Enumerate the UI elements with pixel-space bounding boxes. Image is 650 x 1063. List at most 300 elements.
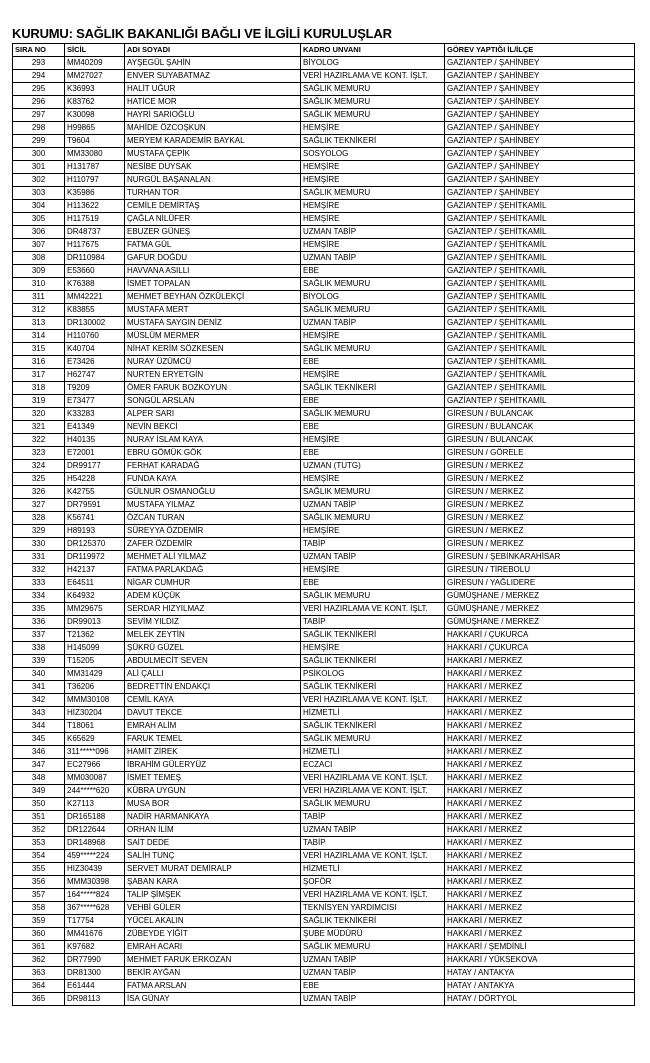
sicil-cell: E41349 [65, 421, 125, 434]
sicil-cell: H99865 [65, 122, 125, 135]
gorev-yeri-cell: GİRESUN / YAĞLIDERE [445, 577, 635, 590]
adi-soyadi-cell: ŞABAN KARA [125, 876, 301, 889]
kadro-unvani-cell: SAĞLIK MEMURU [301, 278, 445, 291]
table-row [13, 642, 635, 655]
gorev-yeri-cell: HAKKARİ / MERKEZ [445, 850, 635, 863]
sicil-cell: DR99013 [65, 616, 125, 629]
table-row [13, 161, 635, 174]
kadro-unvani-cell: SAĞLIK MEMURU [301, 798, 445, 811]
sicil-cell: DR165188 [65, 811, 125, 824]
adi-soyadi-cell: İBRAHİM GÜLERYÜZ [125, 759, 301, 772]
sira-no-cell: 330 [13, 538, 65, 551]
gorev-yeri-cell: HAKKARİ / MERKEZ [445, 772, 635, 785]
table-row [13, 525, 635, 538]
sira-no-cell: 308 [13, 252, 65, 265]
table-row [13, 447, 635, 460]
kadro-unvani-cell: EBE [301, 356, 445, 369]
kadro-unvani-cell: EBE [301, 265, 445, 278]
kadro-unvani-cell: VERİ HAZIRLAMA VE KONT. İŞLT. [301, 70, 445, 83]
sicil-cell: E61444 [65, 980, 125, 993]
table-row [13, 759, 635, 772]
kadro-unvani-cell: UZMAN TABİP [301, 317, 445, 330]
table-row [13, 954, 635, 967]
sicil-cell: DR77990 [65, 954, 125, 967]
table-row [13, 629, 635, 642]
sira-no-cell: 356 [13, 876, 65, 889]
sicil-cell: DR110984 [65, 252, 125, 265]
sira-no-cell: 311 [13, 291, 65, 304]
gorev-yeri-cell: GÜMÜŞHANE / MERKEZ [445, 603, 635, 616]
kadro-unvani-cell: UZMAN (TUTG) [301, 460, 445, 473]
gorev-yeri-cell: HAKKARİ / MERKEZ [445, 655, 635, 668]
adi-soyadi-cell: GÜLNUR OSMANOĞLU [125, 486, 301, 499]
table-row [13, 317, 635, 330]
gorev-yeri-cell: GAZİANTEP / ŞEHİTKAMİL [445, 265, 635, 278]
gorev-yeri-cell: HAKKARİ / MERKEZ [445, 668, 635, 681]
kadro-unvani-cell: UZMAN TABİP [301, 993, 445, 1006]
sira-no-cell: 329 [13, 525, 65, 538]
adi-soyadi-cell: EBUZER GÜNEŞ [125, 226, 301, 239]
gorev-yeri-cell: GAZİANTEP / ŞEHİTKAMİL [445, 213, 635, 226]
sira-no-cell: 347 [13, 759, 65, 772]
kadro-unvani-cell: TABİP [301, 837, 445, 850]
gorev-yeri-cell: HATAY / ANTAKYA [445, 967, 635, 980]
table-row [13, 928, 635, 941]
sicil-cell: T17754 [65, 915, 125, 928]
sicil-cell: 459*****224 [65, 850, 125, 863]
sicil-cell: MM29675 [65, 603, 125, 616]
sira-no-cell: 323 [13, 447, 65, 460]
gorev-yeri-cell: GAZİANTEP / ŞAHİNBEY [445, 161, 635, 174]
sira-no-cell: 316 [13, 356, 65, 369]
adi-soyadi-cell: ÖMER FARUK BOZKOYUN [125, 382, 301, 395]
gorev-yeri-cell: GİRESUN / TİREBOLU [445, 564, 635, 577]
table-row [13, 265, 635, 278]
sira-no-cell: 348 [13, 772, 65, 785]
gorev-yeri-cell: HAKKARİ / MERKEZ [445, 928, 635, 941]
sicil-cell: H113622 [65, 200, 125, 213]
kadro-unvani-cell: SAĞLIK TEKNİKERİ [301, 629, 445, 642]
sicil-cell: K27113 [65, 798, 125, 811]
adi-soyadi-cell: NURAY İSLAM KAYA [125, 434, 301, 447]
header-sicil: SİCİL [65, 44, 125, 57]
gorev-yeri-cell: HAKKARİ / MERKEZ [445, 733, 635, 746]
adi-soyadi-cell: MUSTAFA SAYGIN DENİZ [125, 317, 301, 330]
sicil-cell: DR98113 [65, 993, 125, 1006]
sira-no-cell: 344 [13, 720, 65, 733]
sira-no-cell: 362 [13, 954, 65, 967]
adi-soyadi-cell: MUSA BOR [125, 798, 301, 811]
table-row [13, 707, 635, 720]
table-row [13, 694, 635, 707]
adi-soyadi-cell: HAMİT ZİREK [125, 746, 301, 759]
sira-no-cell: 345 [13, 733, 65, 746]
kadro-unvani-cell: UZMAN TABİP [301, 824, 445, 837]
sicil-cell: E72001 [65, 447, 125, 460]
adi-soyadi-cell: VEHBİ GÜLER [125, 902, 301, 915]
kadro-unvani-cell: EBE [301, 395, 445, 408]
table-row [13, 811, 635, 824]
gorev-yeri-cell: GAZİANTEP / ŞEHİTKAMİL [445, 369, 635, 382]
kadro-unvani-cell: HİZMETLİ [301, 863, 445, 876]
sira-no-cell: 363 [13, 967, 65, 980]
kadro-unvani-cell: UZMAN TABİP [301, 551, 445, 564]
kadro-unvani-cell: HEMŞİRE [301, 239, 445, 252]
gorev-yeri-cell: GİRESUN / MERKEZ [445, 473, 635, 486]
table-row [13, 343, 635, 356]
sicil-cell: H117519 [65, 213, 125, 226]
sira-no-cell: 350 [13, 798, 65, 811]
adi-soyadi-cell: CEMİL KAYA [125, 694, 301, 707]
table-row [13, 473, 635, 486]
sira-no-cell: 296 [13, 96, 65, 109]
sira-no-cell: 310 [13, 278, 65, 291]
kadro-unvani-cell: SAĞLIK TEKNİKERİ [301, 915, 445, 928]
table-row [13, 135, 635, 148]
adi-soyadi-cell: SONGÜL ARSLAN [125, 395, 301, 408]
gorev-yeri-cell: GİRESUN / BULANCAK [445, 408, 635, 421]
sicil-cell: H145099 [65, 642, 125, 655]
kadro-unvani-cell: ŞUBE MÜDÜRÜ [301, 928, 445, 941]
sicil-cell: K83855 [65, 304, 125, 317]
gorev-yeri-cell: GAZİANTEP / ŞAHİNBEY [445, 174, 635, 187]
gorev-yeri-cell: HATAY / ANTAKYA [445, 980, 635, 993]
adi-soyadi-cell: ÖZCAN TURAN [125, 512, 301, 525]
table-row [13, 746, 635, 759]
gorev-yeri-cell: GAZİANTEP / ŞEHİTKAMİL [445, 304, 635, 317]
kadro-unvani-cell: EBE [301, 980, 445, 993]
table-body [13, 57, 635, 1006]
adi-soyadi-cell: ZÜBEYDE YİĞİT [125, 928, 301, 941]
kadro-unvani-cell: EBE [301, 577, 445, 590]
kadro-unvani-cell: SAĞLIK MEMURU [301, 83, 445, 96]
table-row [13, 83, 635, 96]
sira-no-cell: 307 [13, 239, 65, 252]
sira-no-cell: 325 [13, 473, 65, 486]
table-row [13, 330, 635, 343]
kadro-unvani-cell: HEMŞİRE [301, 122, 445, 135]
kadro-unvani-cell: HİZMETLİ [301, 746, 445, 759]
kadro-unvani-cell: HEMŞİRE [301, 213, 445, 226]
kadro-unvani-cell: SAĞLIK MEMURU [301, 187, 445, 200]
kadro-unvani-cell: SAĞLIK MEMURU [301, 733, 445, 746]
sira-no-cell: 351 [13, 811, 65, 824]
table-row [13, 889, 635, 902]
adi-soyadi-cell: MERYEM KARADEMİR BAYKAL [125, 135, 301, 148]
kadro-unvani-cell: UZMAN TABİP [301, 967, 445, 980]
sicil-cell: K33283 [65, 408, 125, 421]
kadro-unvani-cell: UZMAN TABİP [301, 252, 445, 265]
gorev-yeri-cell: GİRESUN / MERKEZ [445, 460, 635, 473]
kadro-unvani-cell: TABİP [301, 538, 445, 551]
adi-soyadi-cell: KÜBRA UYGUN [125, 785, 301, 798]
adi-soyadi-cell: SERDAR HIZYILMAZ [125, 603, 301, 616]
adi-soyadi-cell: İSMET TEMEŞ [125, 772, 301, 785]
sicil-cell: EC27966 [65, 759, 125, 772]
sira-no-cell: 364 [13, 980, 65, 993]
gorev-yeri-cell: GAZİANTEP / ŞAHİNBEY [445, 122, 635, 135]
adi-soyadi-cell: MEHMET ALİ YILMAZ [125, 551, 301, 564]
sira-no-cell: 335 [13, 603, 65, 616]
kadro-unvani-cell: TEKNİSYEN YARDIMCISI [301, 902, 445, 915]
adi-soyadi-cell: SAİT DEDE [125, 837, 301, 850]
sicil-cell: T18061 [65, 720, 125, 733]
gorev-yeri-cell: GİRESUN / BULANCAK [445, 421, 635, 434]
adi-soyadi-cell: İSA GÜNAY [125, 993, 301, 1006]
table-row [13, 512, 635, 525]
table-row [13, 902, 635, 915]
gorev-yeri-cell: GAZİANTEP / ŞEHİTKAMİL [445, 330, 635, 343]
table-row [13, 772, 635, 785]
gorev-yeri-cell: HAKKARİ / MERKEZ [445, 863, 635, 876]
kadro-unvani-cell: HİZMETLİ [301, 707, 445, 720]
sicil-cell: K64932 [65, 590, 125, 603]
adi-soyadi-cell: DAVUT TEKCE [125, 707, 301, 720]
gorev-yeri-cell: GAZİANTEP / ŞAHİNBEY [445, 83, 635, 96]
table-row [13, 993, 635, 1006]
kadro-unvani-cell: VERİ HAZIRLAMA VE KONT. İŞLT. [301, 694, 445, 707]
table-row [13, 538, 635, 551]
sicil-cell: 367*****628 [65, 902, 125, 915]
gorev-yeri-cell: HAKKARİ / MERKEZ [445, 798, 635, 811]
sicil-cell: DR148968 [65, 837, 125, 850]
sira-no-cell: 326 [13, 486, 65, 499]
table-row [13, 226, 635, 239]
table-row [13, 616, 635, 629]
sira-no-cell: 340 [13, 668, 65, 681]
kadro-unvani-cell: SAĞLIK TEKNİKERİ [301, 681, 445, 694]
adi-soyadi-cell: NURGÜL BAŞANALAN [125, 174, 301, 187]
table-row [13, 980, 635, 993]
gorev-yeri-cell: HAKKARİ / ÇUKURCA [445, 629, 635, 642]
sira-no-cell: 304 [13, 200, 65, 213]
sicil-cell: E64511 [65, 577, 125, 590]
sicil-cell: K36993 [65, 83, 125, 96]
kadro-unvani-cell: SAĞLIK TEKNİKERİ [301, 135, 445, 148]
sira-no-cell: 301 [13, 161, 65, 174]
table-row [13, 70, 635, 83]
table-row [13, 551, 635, 564]
sira-no-cell: 337 [13, 629, 65, 642]
sicil-cell: H42137 [65, 564, 125, 577]
adi-soyadi-cell: FATMA PARLAKDAĞ [125, 564, 301, 577]
table-row [13, 252, 635, 265]
gorev-yeri-cell: HAKKARİ / MERKEZ [445, 785, 635, 798]
table-row [13, 798, 635, 811]
sicil-cell: MM42221 [65, 291, 125, 304]
adi-soyadi-cell: İSMET TOPALAN [125, 278, 301, 291]
gorev-yeri-cell: GAZİANTEP / ŞEHİTKAMİL [445, 278, 635, 291]
table-row [13, 356, 635, 369]
adi-soyadi-cell: ZAFER ÖZDEMİR [125, 538, 301, 551]
adi-soyadi-cell: NURAY ÜZÜMCÜ [125, 356, 301, 369]
sicil-cell: K42755 [65, 486, 125, 499]
sira-no-cell: 305 [13, 213, 65, 226]
table-row [13, 291, 635, 304]
gorev-yeri-cell: GAZİANTEP / ŞAHİNBEY [445, 57, 635, 70]
table-row [13, 590, 635, 603]
adi-soyadi-cell: HAVVANA ASILLI [125, 265, 301, 278]
table-row [13, 187, 635, 200]
kadro-unvani-cell: HEMŞİRE [301, 434, 445, 447]
kadro-unvani-cell: HEMŞİRE [301, 200, 445, 213]
adi-soyadi-cell: NEVİN BEKCİ [125, 421, 301, 434]
sira-no-cell: 299 [13, 135, 65, 148]
adi-soyadi-cell: HATİCE MOR [125, 96, 301, 109]
adi-soyadi-cell: AYŞEGÜL ŞAHİN [125, 57, 301, 70]
sira-no-cell: 352 [13, 824, 65, 837]
gorev-yeri-cell: GAZİANTEP / ŞEHİTKAMİL [445, 239, 635, 252]
sira-no-cell: 354 [13, 850, 65, 863]
gorev-yeri-cell: HAKKARİ / MERKEZ [445, 889, 635, 902]
sicil-cell: T9209 [65, 382, 125, 395]
kadro-unvani-cell: VERİ HAZIRLAMA VE KONT. İŞLT. [301, 772, 445, 785]
gorev-yeri-cell: GİRESUN / ŞEBİNKARAHİSAR [445, 551, 635, 564]
sira-no-cell: 324 [13, 460, 65, 473]
gorev-yeri-cell: GİRESUN / MERKEZ [445, 538, 635, 551]
table-row [13, 369, 635, 382]
adi-soyadi-cell: ORHAN İLİM [125, 824, 301, 837]
sicil-cell: DR125370 [65, 538, 125, 551]
sira-no-cell: 343 [13, 707, 65, 720]
sicil-cell: MMM30108 [65, 694, 125, 707]
adi-soyadi-cell: EMRAH ALİM [125, 720, 301, 733]
kadro-unvani-cell: UZMAN TABİP [301, 499, 445, 512]
sira-no-cell: 313 [13, 317, 65, 330]
sira-no-cell: 361 [13, 941, 65, 954]
table-row [13, 850, 635, 863]
table-row [13, 603, 635, 616]
kadro-unvani-cell: SAĞLIK MEMURU [301, 590, 445, 603]
gorev-yeri-cell: HAKKARİ / YÜKSEKOVA [445, 954, 635, 967]
sicil-cell: E73477 [65, 395, 125, 408]
adi-soyadi-cell: CEMİLE DEMİRTAŞ [125, 200, 301, 213]
table-row [13, 681, 635, 694]
sira-no-cell: 336 [13, 616, 65, 629]
sira-no-cell: 303 [13, 187, 65, 200]
kadro-unvani-cell: HEMŞİRE [301, 473, 445, 486]
sicil-cell: 311*****096 [65, 746, 125, 759]
gorev-yeri-cell: HAKKARİ / MERKEZ [445, 720, 635, 733]
gorev-yeri-cell: HAKKARİ / MERKEZ [445, 759, 635, 772]
sicil-cell: 164*****824 [65, 889, 125, 902]
gorev-yeri-cell: HAKKARİ / MERKEZ [445, 707, 635, 720]
sicil-cell: MM31429 [65, 668, 125, 681]
gorev-yeri-cell: HAKKARİ / ŞEMDİNLİ [445, 941, 635, 954]
table-row [13, 486, 635, 499]
sira-no-cell: 318 [13, 382, 65, 395]
sicil-cell: K65629 [65, 733, 125, 746]
sicil-cell: K40704 [65, 343, 125, 356]
table-row [13, 460, 635, 473]
adi-soyadi-cell: SEVİM YILDIZ [125, 616, 301, 629]
sira-no-cell: 321 [13, 421, 65, 434]
sicil-cell: DR99177 [65, 460, 125, 473]
gorev-yeri-cell: GİRESUN / MERKEZ [445, 512, 635, 525]
adi-soyadi-cell: EMRAH ACARI [125, 941, 301, 954]
sicil-cell: K97682 [65, 941, 125, 954]
personnel-table [12, 43, 635, 1006]
gorev-yeri-cell: HAKKARİ / MERKEZ [445, 824, 635, 837]
sicil-cell: DR119972 [65, 551, 125, 564]
table-row [13, 564, 635, 577]
sira-no-cell: 339 [13, 655, 65, 668]
sicil-cell: DR79591 [65, 499, 125, 512]
gorev-yeri-cell: GAZİANTEP / ŞEHİTKAMİL [445, 252, 635, 265]
sira-no-cell: 333 [13, 577, 65, 590]
kadro-unvani-cell: HEMŞİRE [301, 161, 445, 174]
sicil-cell: T9604 [65, 135, 125, 148]
kadro-unvani-cell: UZMAN TABİP [301, 226, 445, 239]
sicil-cell: H62747 [65, 369, 125, 382]
kadro-unvani-cell: UZMAN TABİP [301, 954, 445, 967]
sira-no-cell: 297 [13, 109, 65, 122]
gorev-yeri-cell: HAKKARİ / MERKEZ [445, 746, 635, 759]
table-row [13, 200, 635, 213]
header-sira-no: SIRA NO [13, 44, 65, 57]
kadro-unvani-cell: SAĞLIK MEMURU [301, 486, 445, 499]
sicil-cell: K30098 [65, 109, 125, 122]
gorev-yeri-cell: GAZİANTEP / ŞEHİTKAMİL [445, 291, 635, 304]
gorev-yeri-cell: HAKKARİ / MERKEZ [445, 811, 635, 824]
kadro-unvani-cell: VERİ HAZIRLAMA VE KONT. İŞLT. [301, 889, 445, 902]
adi-soyadi-cell: ALPER SARI [125, 408, 301, 421]
sira-no-cell: 359 [13, 915, 65, 928]
kadro-unvani-cell: HEMŞİRE [301, 564, 445, 577]
sicil-cell: DR122644 [65, 824, 125, 837]
gorev-yeri-cell: GAZİANTEP / ŞAHİNBEY [445, 135, 635, 148]
sicil-cell: MM41676 [65, 928, 125, 941]
table-row [13, 733, 635, 746]
adi-soyadi-cell: NURTEN ERYETGİN [125, 369, 301, 382]
adi-soyadi-cell: FATMA ARSLAN [125, 980, 301, 993]
table-row [13, 655, 635, 668]
kadro-unvani-cell: ECZACI [301, 759, 445, 772]
sira-no-cell: 331 [13, 551, 65, 564]
table-row [13, 499, 635, 512]
gorev-yeri-cell: HAKKARİ / MERKEZ [445, 681, 635, 694]
adi-soyadi-cell: ADEM KÜÇÜK [125, 590, 301, 603]
header-adi-soyadi: ADI SOYADI [125, 44, 301, 57]
kadro-unvani-cell: BİYOLOG [301, 57, 445, 70]
adi-soyadi-cell: NESİBE DUYSAK [125, 161, 301, 174]
gorev-yeri-cell: GAZİANTEP / ŞAHİNBEY [445, 187, 635, 200]
sicil-cell: K83762 [65, 96, 125, 109]
sira-no-cell: 309 [13, 265, 65, 278]
gorev-yeri-cell: GİRESUN / BULANCAK [445, 434, 635, 447]
gorev-yeri-cell: HAKKARİ / ÇUKURCA [445, 642, 635, 655]
table-row [13, 304, 635, 317]
gorev-yeri-cell: GİRESUN / MERKEZ [445, 486, 635, 499]
sicil-cell: E53660 [65, 265, 125, 278]
table-row [13, 122, 635, 135]
adi-soyadi-cell: BEKİR AYĞAN [125, 967, 301, 980]
sira-no-cell: 317 [13, 369, 65, 382]
table-row [13, 876, 635, 889]
table-row [13, 668, 635, 681]
gorev-yeri-cell: GAZİANTEP / ŞEHİTKAMİL [445, 382, 635, 395]
adi-soyadi-cell: ŞÜKRÜ GÜZEL [125, 642, 301, 655]
table-row [13, 720, 635, 733]
sira-no-cell: 322 [13, 434, 65, 447]
kadro-unvani-cell: SOSYOLOG [301, 148, 445, 161]
gorev-yeri-cell: GİRESUN / GÖRELE [445, 447, 635, 460]
sicil-cell: MM030087 [65, 772, 125, 785]
table-row [13, 96, 635, 109]
table-row [13, 408, 635, 421]
kadro-unvani-cell: HEMŞİRE [301, 525, 445, 538]
adi-soyadi-cell: TALİP ŞİMŞEK [125, 889, 301, 902]
